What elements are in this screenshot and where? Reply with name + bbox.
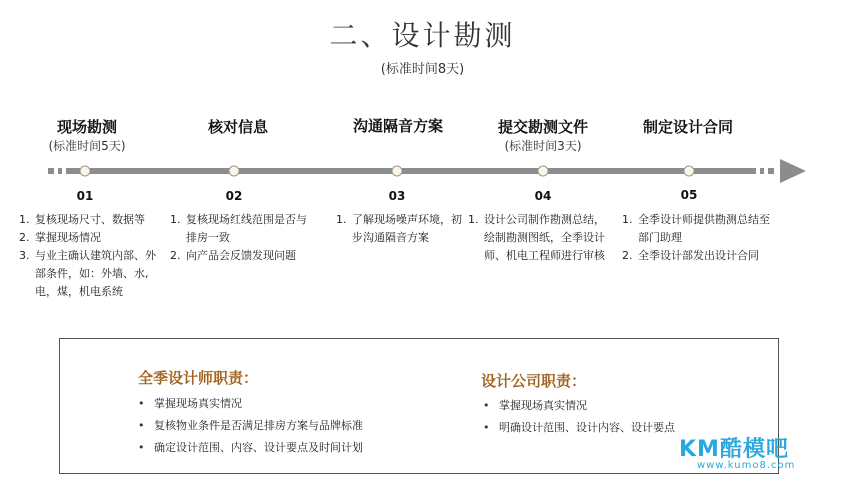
list-item: [622, 247, 772, 265]
timeline-dash: [58, 168, 62, 174]
step-1-title: 现场勘测: [56, 118, 117, 136]
step-4-list: [468, 211, 614, 265]
item-number: 3.: [19, 249, 30, 262]
step-1-duration: (标准时间5天): [48, 139, 126, 153]
step-3-title: 沟通隔音方案: [352, 117, 443, 135]
step-2-list: [170, 211, 310, 265]
item-text: 全季设计师提供勘测总结至部门助理: [638, 213, 770, 244]
designer-responsibilities-title: 全季设计师职责：: [138, 369, 259, 387]
item-number: 1.: [19, 213, 30, 226]
step-5-title: 制定设计合同: [642, 118, 733, 136]
step-4-title: 提交勘测文件: [497, 118, 588, 136]
timeline-node-3: [392, 166, 402, 176]
list-item: • 明确设计范围、设计内容、设计要点: [483, 417, 743, 439]
step-2-title: 核对信息: [207, 118, 268, 136]
list-item: [622, 211, 772, 247]
designer-responsibilities-list: [138, 393, 438, 459]
item-number: 2.: [622, 249, 633, 262]
timeline-dash: [768, 168, 774, 174]
timeline-node-5: [684, 166, 694, 176]
step-3-list: [336, 211, 464, 247]
step-4-duration: (标准时间3天): [504, 139, 582, 153]
watermark-logo-text: KM酷模吧: [679, 437, 789, 462]
list-item: [170, 247, 310, 265]
watermark-logo: [679, 432, 799, 476]
step-4-number: 04: [534, 189, 552, 203]
watermark-url: www.kumo8.com: [697, 460, 796, 471]
item-number: 1.: [622, 213, 633, 226]
item-number: 2.: [19, 231, 30, 244]
item-number: 1.: [468, 213, 479, 226]
step-2-number: 02: [225, 189, 243, 203]
item-text: 复核现场红线范围是否与排房一致: [186, 213, 307, 244]
step-1-number: 01: [76, 189, 94, 203]
step-3-number: 03: [388, 189, 406, 203]
item-number: 2.: [170, 249, 181, 262]
list-item: [170, 211, 310, 247]
item-text: 设计公司制作勘测总结，绘制勘测图纸，全季设计师、机电工程师进行审核: [484, 213, 605, 262]
timeline-dash: [48, 168, 54, 174]
responsibilities-box: [59, 338, 779, 474]
step-5-list: [622, 211, 772, 265]
step-1-list: [19, 211, 159, 301]
item-number: 1.: [170, 213, 181, 226]
item-text: 掌握现场情况: [35, 231, 101, 244]
step-5-number: 05: [680, 188, 698, 202]
company-responsibilities-title: 设计公司职责：: [481, 372, 587, 390]
item-text: 向产品会反馈发现问题: [186, 249, 296, 262]
item-text: 复核现场尺寸、数据等: [35, 213, 145, 226]
timeline-node-2: [229, 166, 239, 176]
timeline-arrow: [0, 150, 845, 190]
timeline-dash: [760, 168, 764, 174]
timeline-arrowhead: [780, 159, 806, 183]
list-item: [19, 229, 159, 247]
list-item: [336, 211, 464, 247]
list-item: [19, 211, 159, 229]
timeline-node-1: [80, 166, 90, 176]
list-item: • 掌握现场真实情况: [483, 395, 743, 417]
item-text: 了解现场噪声环境，初步沟通隔音方案: [352, 213, 462, 244]
timeline-bar: [66, 168, 756, 174]
item-number: 1.: [336, 213, 347, 226]
item-text: 全季设计部发出设计合同: [638, 249, 759, 262]
item-text: 与业主确认建筑内部、外部条件，如：外墙、水, 电，煤，机电系统: [35, 249, 156, 298]
page-title: 二、设计勘测: [329, 19, 516, 52]
list-item: • 掌握现场真实情况: [138, 393, 438, 415]
timeline-node-4: [538, 166, 548, 176]
page-subtitle: (标准时间8天): [380, 62, 465, 77]
list-item: [19, 247, 159, 301]
list-item: • 复核物业条件是否满足排房方案与品牌标准: [138, 415, 438, 437]
list-item: [468, 211, 614, 265]
list-item: • 确定设计范围、内容、设计要点及时间计划: [138, 437, 438, 459]
